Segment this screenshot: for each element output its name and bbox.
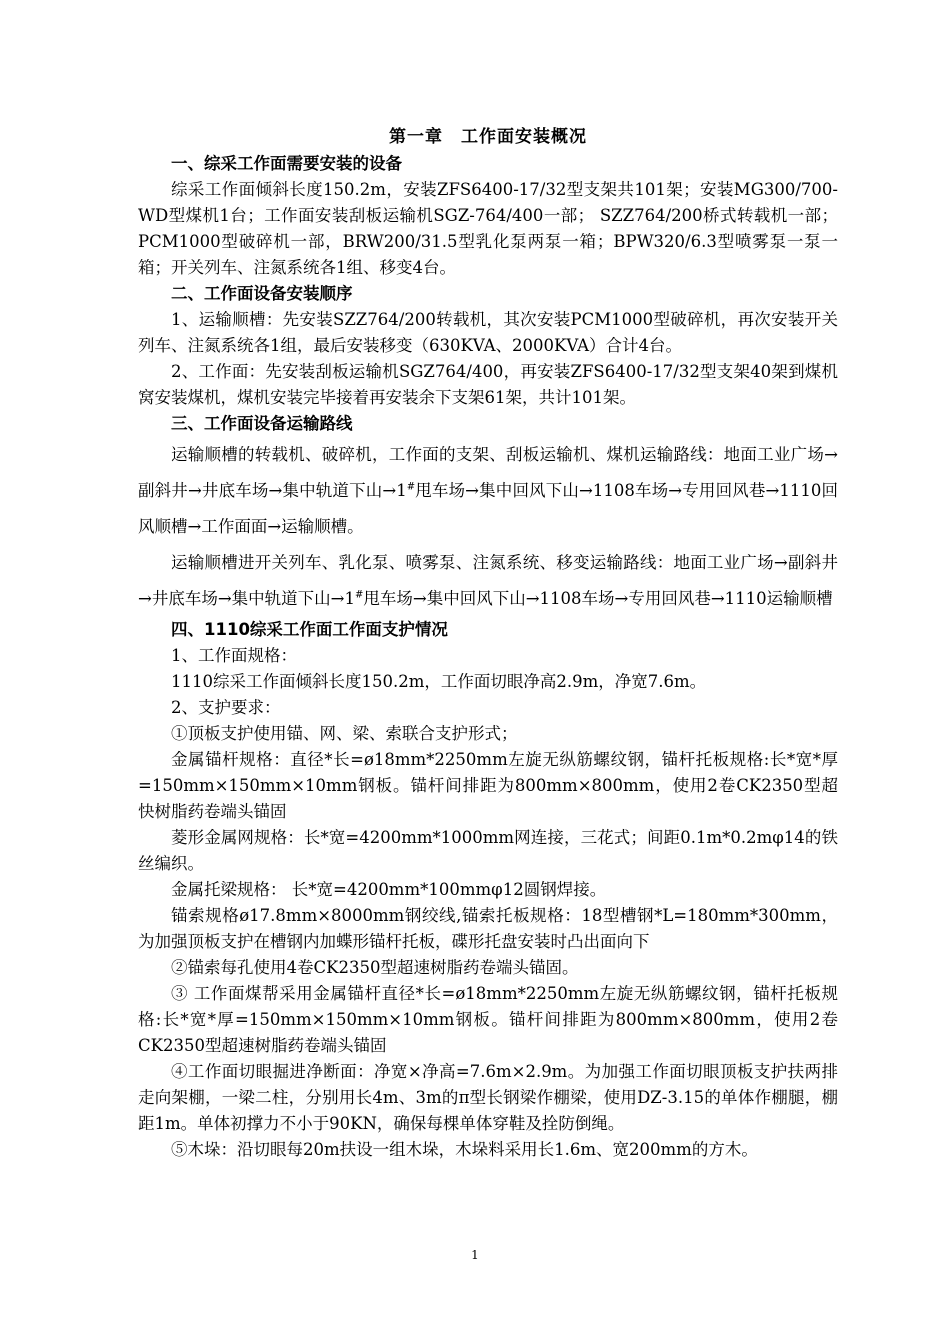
paragraph: 金属托梁规格： 长*宽=4200mm*100mmφ12圆钢焊接。 [171,880,607,899]
paragraph: 1、工作面规格： [171,646,297,665]
paragraph: ②锚索每孔使用4卷CK2350型超速树脂药卷端头锚固。 [171,958,579,977]
section-heading-4: 四、1110综采工作面工作面支护情况 [171,620,448,639]
route-text: 甩车场→集中回风下山→1108车场→专用回风巷→1110回风顺槽→工作面面→运输顺槽。 [138,481,838,536]
paragraph: 锚索规格ø17.8mm×8000mm钢绞线,锚索托板规格：18型槽钢*L=180mm*300mm，为加强顶板支护在槽钢内加蝶形锚杆托板，碟形托盘安装时凸出面向下 [138,906,838,951]
paragraph: 1110综采工作面倾斜长度150.2m，工作面切眼净高2.9m，净宽7.6m。 [171,672,707,691]
route-paragraph-1 [138,437,838,545]
paragraph: ①顶板支护使用锚、网、梁、索联合支护形式； [171,724,518,743]
section-heading-1: 一、综采工作面需要安装的设备 [171,154,402,173]
route-text: 运输顺槽进开关列车、乳化泵、喷雾泵、注氮系统、移变运输路线：地面工业广场→副斜井→井底车场→集中轨道下山→1 [138,553,838,608]
paragraph: ⑤木垛：沿切眼每20m扶设一组木垛，木垛料采用长1.6m、宽200mm的方木。 [171,1140,758,1159]
paragraph: ③ 工作面煤帮采用金属锚杆直径*长=ø18mm*2250mm左旋无纵筋螺纹钢，锚杆托板规格:长*宽*厚=150mm×150mm×10mm钢板。锚杆间排距为800mm×800mm，使用2卷CK2350型超速树脂药卷端头锚固 [138,984,838,1055]
paragraph: 2、工作面：先安装刮板运输机SGZ764/400，再安装ZFS6400-17/32型支架40架到煤机窝安装煤机，煤机安装完毕接着再安装余下支架61架，共计101架。 [138,362,838,407]
page-number: 1 [471,1248,479,1262]
paragraph: 金属锚杆规格：直径*长=ø18mm*2250mm左旋无纵筋螺纹钢，锚杆托板规格:长*宽*厚=150mm×150mm×10mm钢板。锚杆间排距为800mm×800mm，使用2卷CK2350型超快树脂药卷端头锚固 [138,750,838,821]
paragraph: ④工作面切眼掘进净断面：净宽×净高=7.6m×2.9m。为加强工作面切眼顶板支护扶两排走向架棚，一梁二柱，分别用长4m、3m的π型长钢梁作棚梁，使用DZ-3.15的单体作棚腿，棚距1m。单体初撑力不小于90KN，确保每棵单体穿鞋及拴防倒绳。 [138,1062,838,1133]
paragraph: 菱形金属网规格：长*宽=4200mm*1000mm网连接，三花式；间距0.1m*0.2mφ14的铁丝编织。 [138,828,838,873]
page-content [138,122,838,1163]
route-paragraph-2 [138,545,838,617]
route-text: 运输顺槽的转载机、破碎机，工作面的支架、刮板运输机、煤机运输路线：地面工业广场→副斜井→井底车场→集中轨道下山→1 [138,445,838,500]
section-heading-3: 三、工作面设备运输路线 [171,414,353,433]
section-heading-2: 二、工作面设备安装顺序 [171,284,353,303]
chapter-title: 第一章 工作面安装概况 [389,127,587,147]
superscript-mark: # [354,589,364,601]
paragraph: 1、运输顺槽：先安装SZZ764/200转载机，其次安装PCM1000型破碎机，再次安装开关列车、注氮系统各1组，最后安装移变（630KVA、2000KVA）合计4台。 [138,310,838,355]
paragraph: 2、支护要求： [171,698,281,717]
route-text: 甩车场→集中回风下山→1108车场→专用回风巷→1110运输顺槽 [363,589,833,608]
superscript-mark: # [406,481,416,493]
paragraph: 综采工作面倾斜长度150.2m，安装ZFS6400-17/32型支架共101架；安装MG300/700-WD型煤机1台；工作面安装刮板运输机SGZ-764/400一部； SZZ764/200桥式转载机一部； PCM1000型破碎机一部，BRW200/31.5型乳化泵两泵一箱；BPW320/6.3型喷雾泵一泵一箱；开关列车、注氮系统各1组、移变4台。 [138,180,838,277]
